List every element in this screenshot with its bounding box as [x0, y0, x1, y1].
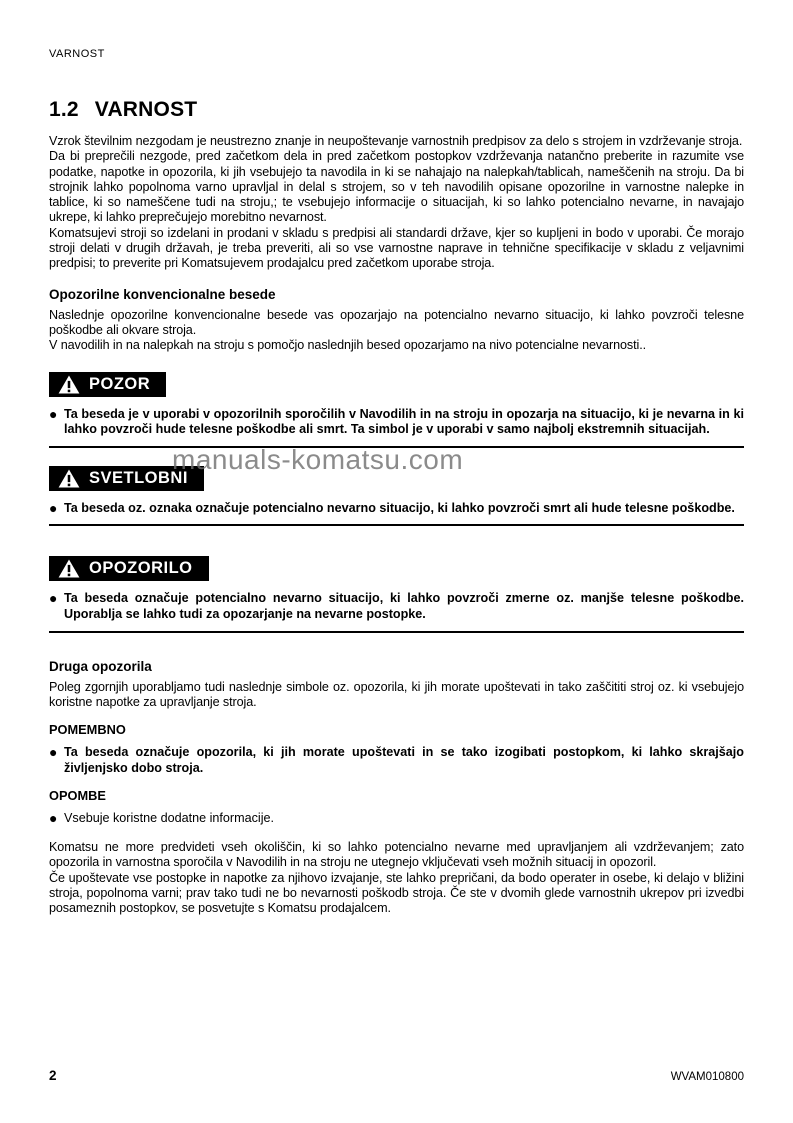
warning-text-body: Ta beseda označuje potencialno nevarno situacijo, ki lahko povzroči zmerne oz. manjše telesne poškodbe. Uporablja se lahko tudi za opozarjanje na nevarne postopke. [64, 591, 744, 621]
warning-block-pozor [49, 372, 744, 448]
signal-word-label: OPOZORILO [89, 559, 193, 578]
bullet-marker: ● [49, 810, 58, 827]
paragraph: Poleg zgornjih uporabljamo tudi naslednje simbole oz. opozorila, ki jih morate upoštevati in tako zaščititi stroj oz. ki vsebujejo koristne napotke za upravljanje stroja. [49, 679, 744, 709]
conventional-body [49, 308, 744, 354]
section-divider [49, 524, 744, 526]
subsection-heading-conventional-words: Opozorilne konvencionalne besede [49, 286, 276, 302]
warning-block-opozorilo [49, 556, 744, 632]
bullet-marker: ● [49, 744, 58, 761]
section-divider [49, 631, 744, 633]
page-footer [49, 1068, 744, 1083]
paragraph: Komatsujevi stroji so izdelani in prodani v skladu s predpisi ali standardi države, kjer so kupljeni in bodo v uporabi. Če morajo stroji delati v drugih državah, je treba preveriti, ali so vse varnostne naprave in tehnične specifikacije v skladu z veljavnimi predpisi; to preverite pri Komatsujevem prodajalcu pred začetkom uporabe stroja. [49, 225, 744, 271]
warning-triangle-icon [58, 559, 80, 578]
warning-text-body: Ta beseda oz. oznaka označuje potencialno nevarno situacijo, ki lahko povzroči smrt ali hude telesne poškodbe. [64, 500, 735, 515]
section-title: VARNOST [94, 98, 198, 121]
keyword-heading-pomembno: POMEMBNO [49, 722, 126, 738]
warning-text [49, 407, 744, 438]
document-code: WVAM010800 [670, 1071, 744, 1083]
section-number: 1.2 [49, 98, 79, 121]
intro-paragraphs [49, 134, 744, 272]
paragraph: Da bi preprečili nezgode, pred začetkom dela in pred začetkom postopkov vzdrževanja natančno preberite in razumite vse podatke, napotke in opozorila, ki jih vsebujejo ta navodila in ki se nahajajo na nalepkah/tablicah, nameščenih na stroju. Da bi strojnik lahko popolnoma varno upravljal in delal s strojem, so v teh navodilih opisane opozorilne in varnostne nalepke in tablice, ki so nameščene tudi na stroju,; te vsebujejo informacije o situacijah, ki so lahko potencialno nevarne, in navajajo ukrepe, ki lahko preprečujejo morebitno nevarnost. [49, 149, 744, 225]
signal-word-badge [49, 556, 209, 581]
keyword-heading-opombe: OPOMBE [49, 788, 106, 804]
page-number: 2 [49, 1068, 57, 1083]
keyword-text [49, 745, 744, 776]
paragraph: Če upoštevate vse postopke in napotke za njihovo izvajanje, ste lahko prepričani, da bodo operater in osebe, ki delajo v bližini stroja, popolnoma varni; prav tako tudi ne bo nevarnosti poškodb stroja. Če ste v dvomih glede varnostnih ukrepov pri izvedbi posameznih postopkov, se posvetujte s Komatsu prodajalcem. [49, 870, 744, 916]
closing-paragraphs [49, 840, 744, 916]
warning-triangle-icon [58, 375, 80, 394]
warning-triangle-icon [58, 469, 80, 488]
keyword-text [49, 811, 744, 827]
paragraph: Naslednje opozorilne konvencionalne besede vas opozarjajo na potencialno nevarno situacijo, ki lahko povzroči telesne poškodbe ali okvare stroja. [49, 307, 744, 337]
keyword-text-body: Ta beseda označuje opozorila, ki jih morate upoštevati in se tako izogibati postopkom, ki lahko skrajšajo življenjsko dobo stroja. [64, 745, 744, 775]
watermark: manuals-komatsu.com [172, 444, 464, 475]
bullet-marker: ● [49, 405, 58, 422]
signal-word-label: POZOR [89, 374, 151, 393]
paragraph: V navodilih in na nalepkah na stroju s pomočjo naslednjih besed opozarjamo na nivo potencialne nevarnosti.. [49, 338, 646, 353]
running-header: VARNOST [49, 48, 105, 60]
bullet-marker: ● [49, 590, 58, 607]
paragraph: Vzrok številnim nezgodam je neustrezno znanje in neupoštevanje varnostnih predpisov za delo s strojem in vzdrževanje stroja. [49, 134, 743, 148]
page-title [49, 98, 744, 122]
other-intro [49, 680, 744, 711]
signal-word-badge [49, 372, 166, 397]
subsection-heading-other-warnings: Druga opozorila [49, 658, 152, 674]
keyword-text-body: Vsebuje koristne dodatne informacije. [64, 811, 275, 826]
warning-text-body: Ta beseda je v uporabi v opozorilnih sporočilih v Navodilih in na stroju in opozarja na situacijo, ki je nevarna in ki lahko povzroči hude telesne poškodbe ali smrt. Ta simbol je v uporabi v samo najbolj ekstremnih situacijah. [64, 406, 744, 437]
warning-text [49, 501, 744, 517]
bullet-marker: ● [49, 499, 58, 516]
signal-word-label: SVETLOBNI [89, 468, 188, 487]
warning-text [49, 591, 744, 622]
paragraph: Komatsu ne more predvideti vseh okoliščin, ki so lahko potencialno nevarne med upravljanjem ali vzdrževanjem; zato opozorila in varnostna sporočila v Navodilih in na stroju ne utegnejo vključevati vseh možnih situacij in opozoril. [49, 839, 744, 870]
